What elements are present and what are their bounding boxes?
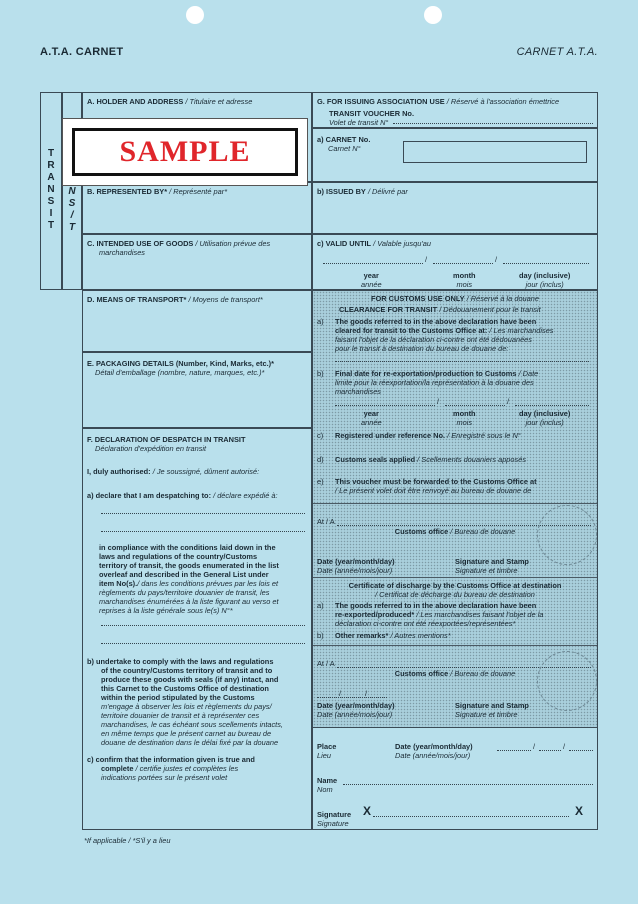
section-a-carnet-no: a) CARNET No. Carnet N° bbox=[312, 128, 598, 182]
footnote: *If applicable / *S'il y a lieu bbox=[84, 836, 171, 845]
section-c-valid-until: c) VALID UNTIL / Valable jusqu'au / / year année month mois day (inclusive) jour (inclus) bbox=[312, 234, 598, 290]
punch-hole-left bbox=[186, 6, 204, 24]
section-f-declaration: F. DECLARATION OF DESPATCH IN TRANSIT Déclaration d'expédition en transit I, duly authorised: / Je soussigné, dûment autorisé: a) declare that I am despatching to: / déclare expédié à: in compliance with the conditions laid down in the laws and regulations of the country/Customs territory of transit, the goods enumerated in the list overleaf and described in the General List under item No(s)./ dans les conditions prévues par les lois et règlements du pays/territoire douanier de transit, les marchandises énumérées à la liste figurant au verso et reprises à la liste générale sous le(s) N°* b) undertake to comply with the laws and regulations of the country/Customs territory of transit and to produce these goods with seals (if any) intact, and this Carnet to the Customs Office of destination within the period stipulated by the Customs m'engage à observer les lois et règlements du pays/ territoire douanier de transit et à représenter ces marchandises, le cas échéant sous scellements intacts, en même temps que le présent carnet au bureau de douane de destination dans le délai fixé par la douane c) confirm that the information given is true and complete / certifie justes et complètes les indications portées sur le présent volet bbox=[82, 428, 312, 830]
punch-hole-right bbox=[424, 6, 442, 24]
section-e-packaging: E. PACKAGING DETAILS (Number, Kind, Marks, etc.)* Détail d'emballage (nombre, nature, marques, etc.)* bbox=[82, 352, 312, 428]
carnet-title-left: A.T.A. CARNET bbox=[40, 46, 124, 58]
date-field[interactable] bbox=[497, 750, 531, 751]
section-g-issuing: G. FOR ISSUING ASSOCIATION USE / Réservé à l'association émettrice TRANSIT VOUCHER No. Volet de transit N° bbox=[312, 92, 598, 128]
section-a-holder: A. HOLDER AND ADDRESS / Titulaire et adresse bbox=[82, 92, 312, 182]
sample-stamp: SAMPLE bbox=[62, 118, 308, 186]
signature-area: Place Lieu Date (year/month/day) Date (année/mois/jour) / / Name Nom Signature Signature X X bbox=[312, 728, 598, 830]
name-field[interactable] bbox=[343, 784, 593, 785]
section-b-represented: B. REPRESENTED BY* / Représenté par* bbox=[82, 182, 312, 234]
signature-field[interactable] bbox=[373, 816, 569, 817]
customs-use-area: FOR CUSTOMS USE ONLY / Réservé à la douane CLEARANCE FOR TRANSIT / Dédouanement pour le transit a) The goods referred to in the above declaration have been cleared for transit to the Customs Office at: / Les marchandises faisant l'objet de la déclaration ci-contre ont été dédouanées pour le transit à destination du bureau de douane de: b) Final date for re-exportation/production to Customs / Date limite pour la réexportation/la représentation à la douane des marchandises / / year année month mois day (inclusive) jour (inclus) c) Registered under reference No. / Enregistré sous le N° d) Customs seals applied / Scellements douaniers apposés e) This voucher must be forwarded to the Customs Office at / Le présent volet doit être renvoyé au bureau de douane de At / A Customs office / Bureau de douane Date (year/month/day) Date (année/mois/jour) Signature and Stamp Signature et timbre Certificate of discharge by the Customs Office at destination / Certificat de décharge du bureau de destination a) The goods referred to in the above declaration have been re-exported/produced* / Les marchandises faisant l'objet de la déclaration ci-contre ont été réexportées/représentées* b) Other remarks* / Autres mentions* At / A Customs office / Bureau de douane / / Date (year/month/day) Date (année/mois/jour) Signature and Stamp Signature et timbre bbox=[312, 290, 598, 728]
destination-stamp-circle bbox=[537, 651, 597, 711]
section-b-issued-by: b) ISSUED BY / Délivré par bbox=[312, 182, 598, 234]
transit-vertical-label: T R A N S I T bbox=[47, 148, 55, 231]
section-c-intended-use: C. INTENDED USE OF GOODS / Utilisation prévue des marchandises bbox=[82, 234, 312, 290]
inner-vertical-label: N S / T bbox=[68, 186, 76, 233]
carnet-number-field[interactable] bbox=[403, 141, 587, 163]
section-d-transport: D. MEANS OF TRANSPORT* / Moyens de transport* bbox=[82, 290, 312, 352]
carnet-title-right: CARNET A.T.A. bbox=[516, 46, 598, 58]
customs-stamp-circle bbox=[537, 505, 597, 565]
